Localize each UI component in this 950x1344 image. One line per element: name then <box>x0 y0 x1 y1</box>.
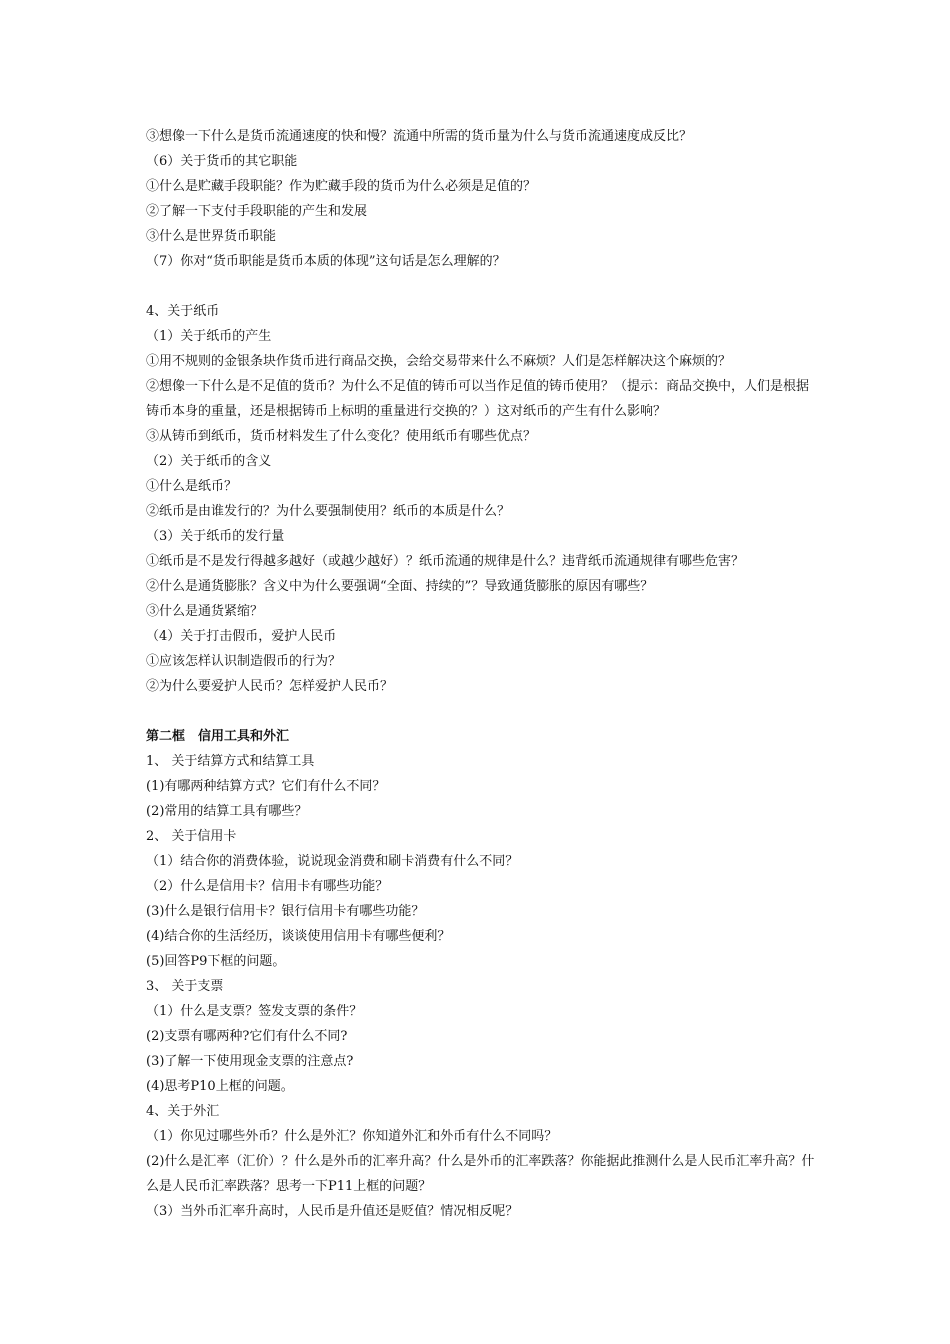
question-line: (2)支票有哪两种?它们有什么不同? <box>146 1029 348 1044</box>
subsection-heading: （3）关于纸币的发行量 <box>146 529 285 544</box>
subsection-heading: （2）关于纸币的含义 <box>146 454 272 469</box>
question-line: ②为什么要爱护人民币？怎样爱护人民币？ <box>146 679 394 694</box>
question-line: ③从铸币到纸币，货币材料发生了什么变化？使用纸币有哪些优点？ <box>146 429 537 444</box>
question-line: ③想像一下什么是货币流通速度的快和慢？流通中所需的货币量为什么与货币流通速度成反比？ <box>146 129 693 144</box>
blank-line <box>146 699 818 724</box>
subsection-heading: （6）关于货币的其它职能 <box>146 154 298 169</box>
chapter-heading: 第二框 信用工具和外汇 <box>146 729 290 744</box>
section-heading: 1、 关于结算方式和结算工具 <box>146 754 315 769</box>
question-line: (1)有哪两种结算方式？它们有什么不同？ <box>146 779 386 794</box>
question-line: (4)结合你的生活经历，谈谈使用信用卡有哪些便利？ <box>146 929 451 944</box>
question-line: ①什么是纸币？ <box>146 479 238 494</box>
question-line: （7）你对“货币职能是货币本质的体现”这句话是怎么理解的？ <box>146 254 506 269</box>
section-heading: 4、关于外汇 <box>146 1104 220 1119</box>
question-line: （1）什么是支票？签发支票的条件？ <box>146 1004 363 1019</box>
question-line: ②纸币是由谁发行的？为什么要强制使用？纸币的本质是什么？ <box>146 504 511 519</box>
section-heading: 4、关于纸币 <box>146 304 220 319</box>
question-line: ②什么是通货膨胀？含义中为什么要强调“全面、持续的”？导致通货膨胀的原因有哪些？ <box>146 579 654 594</box>
section-heading: 2、 关于信用卡 <box>146 829 237 844</box>
question-line: (4)思考P10上框的问题。 <box>146 1079 294 1094</box>
question-line: ③什么是世界货币职能 <box>146 229 277 244</box>
question-line: ①什么是贮藏手段职能？作为贮藏手段的货币为什么必须是足值的？ <box>146 179 537 194</box>
section-heading: 3、 关于支票 <box>146 979 224 994</box>
document-body <box>146 124 818 1224</box>
subsection-heading: （4）关于打击假币，爱护人民币 <box>146 629 337 644</box>
question-paragraph: ②想像一下什么是不足值的货币？为什么不足值的铸币可以当作足值的铸币使用？（提示：商品交换中，人们是根据铸币本身的重量，还是根据铸币上标明的重量进行交换的？）这对纸币的产生有什么影响？ <box>146 379 810 419</box>
question-line: ②了解一下支付手段职能的产生和发展 <box>146 204 368 219</box>
question-line: ③什么是通货紧缩？ <box>146 604 264 619</box>
question-line: （2）什么是信用卡？信用卡有哪些功能？ <box>146 879 389 894</box>
blank-line <box>146 274 818 299</box>
question-line: ①应该怎样认识制造假币的行为？ <box>146 654 342 669</box>
question-line: （1）结合你的消费体验，说说现金消费和刷卡消费有什么不同？ <box>146 854 519 869</box>
question-line: (2)常用的结算工具有哪些？ <box>146 804 308 819</box>
question-line: ①用不规则的金银条块作货币进行商品交换，会给交易带来什么不麻烦？人们是怎样解决这个麻烦的？ <box>146 354 732 369</box>
question-line: (3)什么是银行信用卡？银行信用卡有哪些功能？ <box>146 904 425 919</box>
question-line: （3）当外币汇率升高时，人民币是升值还是贬值？情况相反呢？ <box>146 1204 519 1219</box>
question-line: (3)了解一下使用现金支票的注意点? <box>146 1054 354 1069</box>
question-line: (5)回答P9下框的问题。 <box>146 954 286 969</box>
question-line: ①纸币是不是发行得越多越好（或越少越好）？纸币流通的规律是什么？违背纸币流通规律有哪些危害？ <box>146 554 745 569</box>
question-paragraph: (2)什么是汇率（汇价）？什么是外币的汇率升高？什么是外币的汇率跌落？你能据此推测什么是人民币汇率升高？什么是人民币汇率跌落？思考一下P11上框的问题？ <box>146 1154 815 1194</box>
question-line: （1）你见过哪些外币？什么是外汇？你知道外汇和外币有什么不同吗？ <box>146 1129 558 1144</box>
subsection-heading: （1）关于纸币的产生 <box>146 329 272 344</box>
